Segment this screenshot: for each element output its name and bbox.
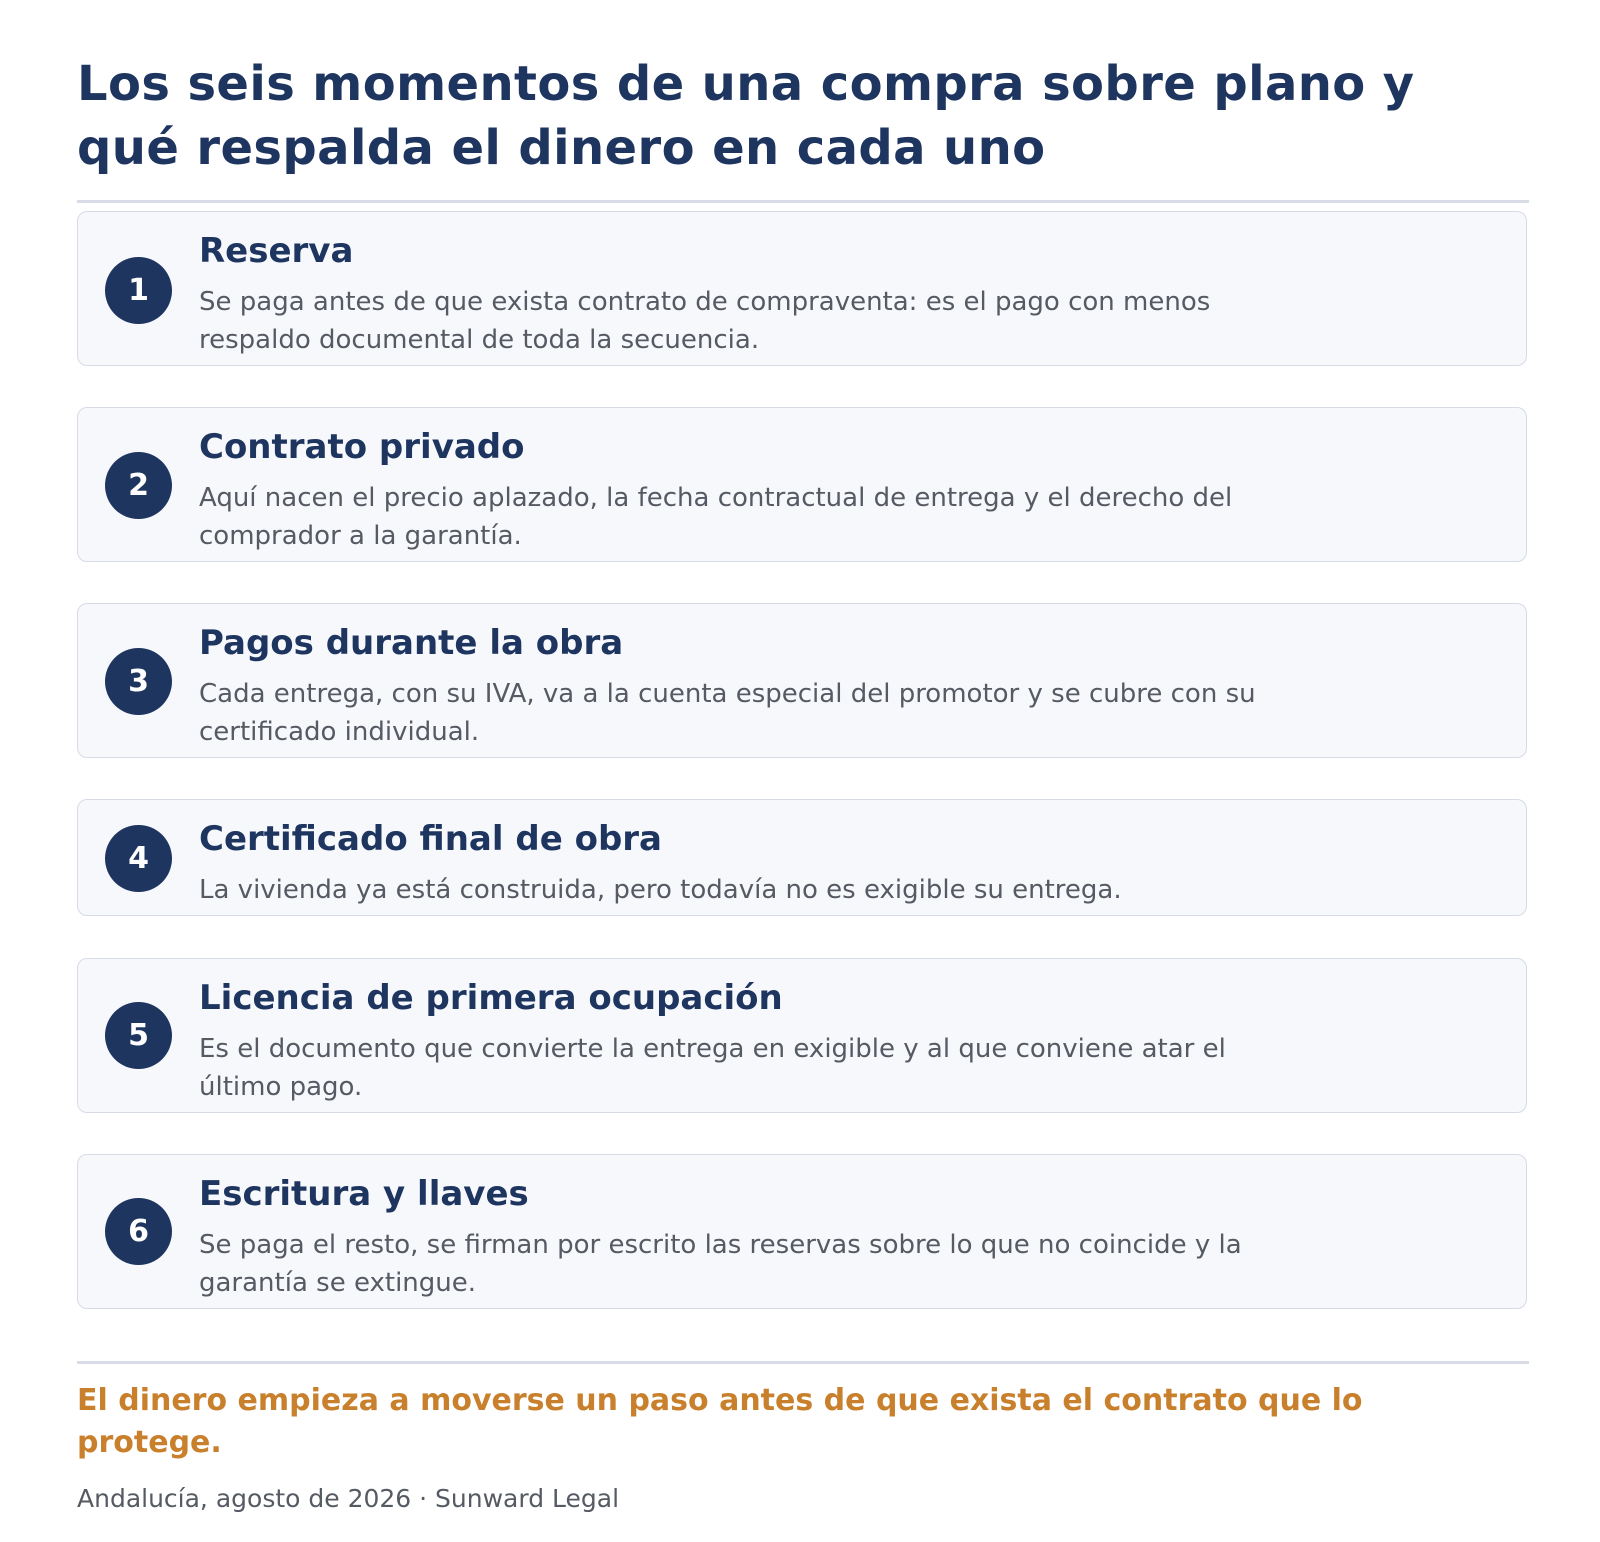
step-card — [77, 407, 1527, 562]
header — [77, 52, 1529, 180]
step-description: La vivienda ya está construida, pero todavía no es exigible su entrega. — [199, 875, 1122, 905]
step-number-badge: 3 — [105, 648, 172, 715]
bottom-divider — [77, 1361, 1529, 1364]
page-title: Los seis momentos de una compra sobre plano y qué respalda el dinero en cada uno — [77, 56, 1415, 176]
step-card — [77, 603, 1527, 758]
step-title: Pagos durante la obra — [199, 623, 624, 663]
step-card — [77, 799, 1527, 916]
step-description: Se paga el resto, se firman por escrito las reservas sobre lo que no coincide y la garantía se extingue. — [199, 1230, 1242, 1298]
step-title: Licencia de primera ocupación — [199, 978, 783, 1018]
footer-text: Andalucía, agosto de 2026 · Sunward Legal — [77, 1484, 620, 1513]
step-title: Reserva — [199, 231, 354, 271]
step-title: Escritura y llaves — [199, 1174, 529, 1214]
step-title: Certificado final de obra — [199, 819, 663, 859]
step-number-badge: 6 — [105, 1198, 172, 1265]
conclusion-text: El dinero empieza a moverse un paso antes de que exista el contrato que lo protege. — [77, 1383, 1363, 1460]
top-divider — [77, 200, 1529, 203]
step-number-badge: 5 — [105, 1002, 172, 1069]
step-card — [77, 1154, 1527, 1309]
step-card — [77, 211, 1527, 366]
step-number-badge: 4 — [105, 825, 172, 892]
step-number-badge: 2 — [105, 452, 172, 519]
step-number-badge: 1 — [105, 257, 172, 324]
step-description: Aquí nacen el precio aplazado, la fecha contractual de entrega y el derecho del comprador a la garantía. — [199, 483, 1233, 551]
step-description: Cada entrega, con su IVA, va a la cuenta especial del promotor y se cubre con su certificado individual. — [199, 679, 1256, 747]
step-card — [77, 958, 1527, 1113]
step-description: Se paga antes de que exista contrato de compraventa: es el pago con menos respaldo documental de toda la secuencia. — [199, 287, 1211, 355]
step-description: Es el documento que convierte la entrega en exigible y al que conviene atar el último pago. — [199, 1034, 1226, 1102]
step-title: Contrato privado — [199, 427, 525, 467]
